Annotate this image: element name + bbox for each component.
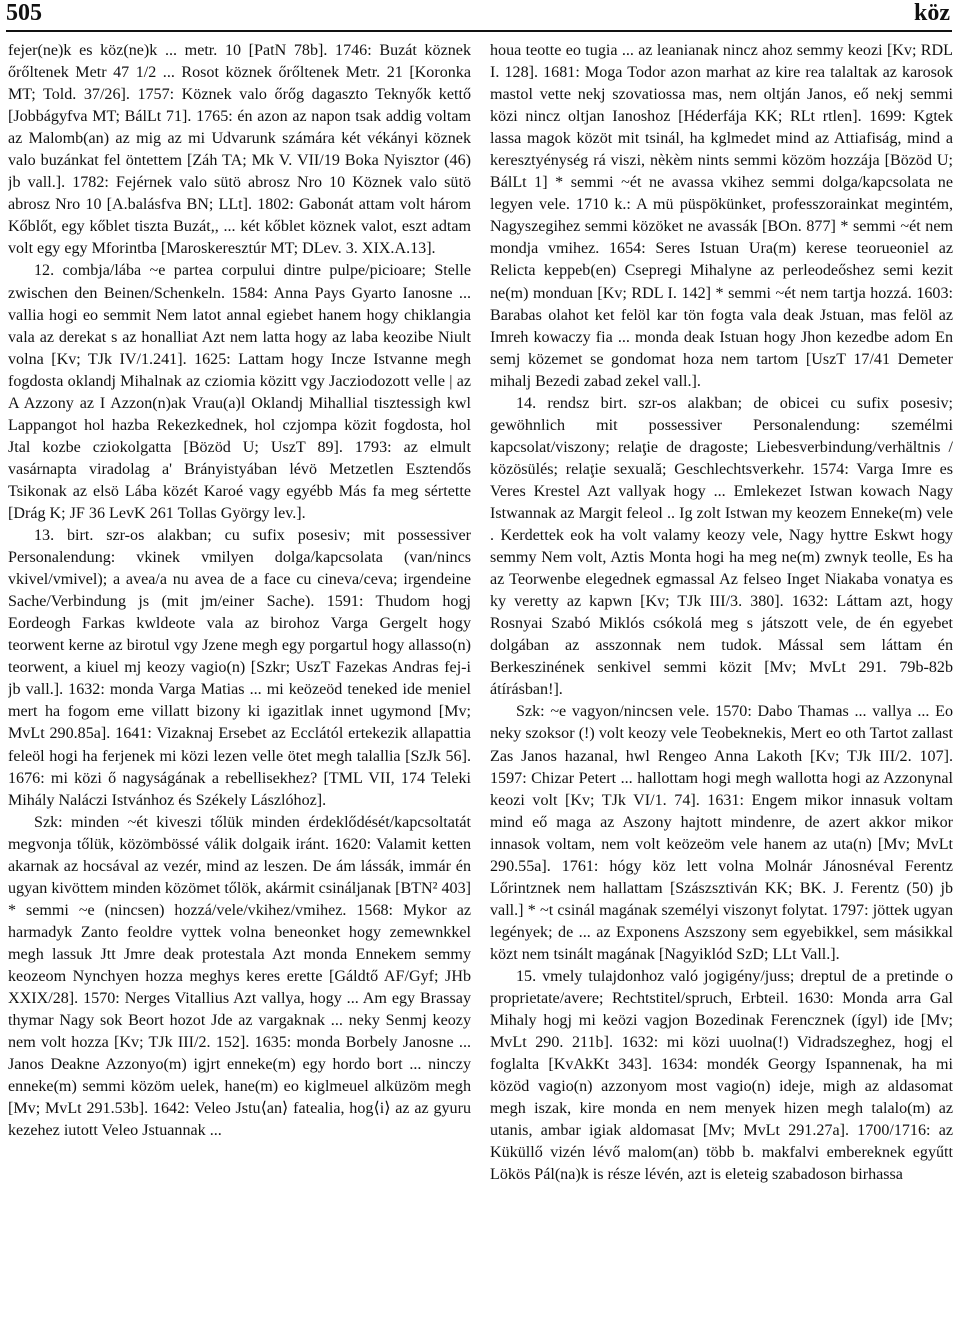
entry-paragraph: 15. vmely tulajdonhoz való jogigény/juss; dreptul de a pretinde o proprietate/avere; Rechtstitel/spruch, Erbteil. 1630: Monda arra Gal Mihaly hogj mi keözi vagjon Bozedinak Ferencznek (ígyl) ide [Mv; MvLt 290. 211b]. 1632: mi közi uuolna(!) Vidradszeghez, hogj el foglalta [KvAkKt 343]. 1634: mondék Georgy Ispannenak, ha mi közöd vagio(n) azzonyom most vagio(n) ideje, migh az aldasomat megh iszak, kire monda en nem menyek hizen megh talalo(m) az utanis, ambar igiak aldomasat [Mv; MvLt 291.27a]. 1700/1716: az Küküllő vizén lévő malom(an) több b. makfalvi embereknek egyűtt Lökös Pál(na)k is része lévén, azt is eleteig szabadoson birhassa bbox=[490, 967, 953, 1184]
left-column bbox=[8, 40, 471, 1325]
entry-paragraph: houa teotte eo tugia ... az leanianak nincz ahoz semmy keozi [Kv; RDL I. 128]. 1681: Moga Todor azon marhat az kire rea talaltak az karosok mastol vette nekj szovatiossa mas, nem oltján Janos, eő nekj semmi közi nincz oltjan Ianoshoz [Héderfája KK; RLt rtlen]. 1699: Kgtek lassa magok közöt mit tsinál, ha kglmedet mind az Attiafiság, mind a keresztyénység rá viszi, nèkèm nints semmi közöm hozzája [Bözöd U; BálLt 1] * semmi ~ét ne avassa vkihez semmi dolga/kapcsolata ne legyen vele. 1710 k.: A mü püspökünket, professzorainkat megintém, Nagyszegihez semmi közöket ne avassák [BOn. 877] * semmi ~ét nem mondja vmihez. 1654: Seres Istuan Ura(m) kerese teorueoniel az Relicta keppeb(en) Csepregi Mihalyne az perleodeőshez semi kezit ne(m) monduan [Kv; RDL I. 142] * semmi ~ét nem tartja hozzá. 1603: Barabas olahot ket felöl kar tön fogta vala deak Jstuan, mas felöl az Imreh kowaczy fia ... monda deak Istuan hogy Jhon kezedbe adom En semj közemet se gondomat hoza nem tartom [UszT 17/41 Demeter mihalj Bezedi zabad zekel vall.]. bbox=[490, 42, 953, 390]
header-rule bbox=[6, 30, 952, 32]
entry-paragraph: Szk: minden ~ét kiveszi tőlük minden érdeklődését/kapcsoltatát megvonja tőlük, közömbössé válik dolgaik iránt. 1620: Valamit ketten akarnak az hocsával az vezér, mind az leszen. De ám lássák, immár én ugyan kivöttem minden közömet tőlök, akármit csináljanak [BTN² 403] * semmi ~e (nincsen) hozzá/vele/vkihez/vmihez. 1568: Mykor az harmadyk Zanto feoldre vyttek volna beneonket hogy zemewnkkel megh lassuk Jtt Jmre deak protestala Azt monda Ennekem semmy keozeom Nynchyen hozza meghys keres erette [Gáldtő AF/Gyf; JHb XXIX/28]. 1570: Nerges Vitallius Azt vallya, hogy ... Am egy Brassay thymar Nagy sok Beort hozot Jde az vargaknak ... neky Senmj keozy nem volt hozza [Kv; TJk III/2. 152]. 1635: monda Borbely Janosne ... Janos Deakne Azzonyo(m) igjrt enneke(m) egy hordo bort ... ninczy enneke(m) semmi közöm uelek, hane(m) eo kiglmeuel alküzöm megh [Mv; MvLt 291.53b]. 1642: Veleo Jstu⟨an⟩ fatealia, hog⟨i⟩ az az gyuru kezehez iutott Veleo Jstuannak ... bbox=[8, 813, 471, 1140]
entry-paragraph: 14. rendsz birt. szr-os alakban; de obicei cu sufix posesiv; gewöhnlich mit possessiver Personalendung: személmi kapcsolat/viszony; relaţie de dragoste; Liebesverbindung/verhältnis / közösülés; relaţie sexuală; Geschlechtsverkehr. 1574: Varga Imre es Veres Krestel Azt vallyak hogy ... Emlekezet Istwan kowach Nagy Istwannak az Margit feleol .. Ig zolt Istwan my keozem Enneke(m) vele . Kerdettek eok ha volt valamy keozy vele, Nagy hyttre Eskwt hogy semmy Nem volt, Aztis Monta hogi ha meg ne(m) zwnyk teolle, Es ha az Teorwenbe elegednek egmassal Az felseo Inget Niakaba vonatya es ky veretty az kapwn [Kv; TJk III/3. 380]. 1632: Láttam azt, hogy Rosnyai Szabó Miklós csókolá meg s játszott vele, de én egyebet dolgában az asszonnak nem tudok. Mással sem láttam én Berkeszinének senkivel semmi közit [Mv; MvLt 291. 79b-82b átírásban!]. bbox=[490, 394, 953, 699]
entry-paragraph: Szk: ~e vagyon/nincsen vele. 1570: Dabo Thamas ... vallya ... Eo neky szoksor (!) volt keozy vele Teobeknekis, Mert eo oth Tartot zallast Zas Janos hazanal, hwl Rengeo Anna Lakoth [Kv; TJk III/2. 107]. 1597: Chizar Petert ... hallottam hogi megh wallotta hogi az Azzonynal keozi volt [Kv; TJk VI/1. 74]. 1631: Engem mikor innasuk voltam mind eő maga az Aszony hajtott mindenre, de azert akkor mikor innasok voltam, nem volt keözeöm vele hanem az uta(n) [Mv; MvLt 290.55a]. 1761: hógy köz lett volna Molnár Jánosnéval Ferentz Lőrintznek nem hallattam [Szászsztiván KK; BK. J. Ferentz (50) jb vall.] * ~t csinál magának személyi viszonyt folytat. 1797: jöttek ugyan legények; de ... az Exponens Aszszony sem egyebikkel, sem másikkal közt nem tsinált magának [Nagyiklód SzD; LLt Vall.]. bbox=[490, 703, 953, 963]
running-head-word: köz bbox=[914, 0, 950, 26]
running-header bbox=[0, 0, 960, 34]
right-column bbox=[490, 40, 953, 1325]
entry-paragraph: 12. combja/lába ~e partea corpului dintre pulpe/picioare; Stelle zwischen den Beinen/Schenkeln. 1584: Anna Pays Gyarto Ianosne ... vallia hogi eo semmit Nem latot annal egiebet hanem hogy chiklangia vala az derekat s az honalliat Azt nem latta hogy az laba keozibe Niult volna [Kv; TJk IV/1.241]. 1625: Lattam hogy Incze Istvanne megh fogdosta oklandj Mihalnak az cziomia közitt vgy Jacziodozott velle | az A Azzony az I Azzon(n)ak Vrau(a)l Oklandj Mihallial tisztessigh kwl Lappangot hol hazba Rekezkednek, hol czjompa közit fogdosta, hol Jtal kozbe cziokolgatta [Bözöd U; UszT 89]. 1793: az elmult vasárnapta viradolag a' Brányistyában lévö Metzetlen Esztendős Tsikonak az elsö Lába közét Karoé vagy egyébb Más fa meg sértette [Drág K; JF 36 LevK 261 Tollas György lev.]. bbox=[8, 262, 471, 522]
entry-paragraph: 13. birt. szr-os alakban; cu sufix posesiv; mit possessiver Personalendung: vkinek vmilyen dolga/kapcsolata (van/nincs vkivel/vmivel); a avea/a nu avea de a face cu cineva/ceva; irgendeine Sache/Verbindung js (mit jm/einer Sache). 1591: Thudom hogj Eordeogh Farkas kwldeote vala az birohoz Varga Gergelt hogy teorwent kerne az birotul vgy Jzene megh egy porgartul hogy allasso(n) teorwent, a kiuel mj keozy vagio(n) [Szkr; UszT Fazekas Andras fej-i jb vall.]. 1632: monda Varga Matias ... mi keözeöd teneked ide meniel mert ha fogom eme villatt bizony ki igazitlak innet ugymond [Mv; MvLt 290.85a]. 1641: Vizaknaj Ersebet az Ecclától ertekezik allapattia feleöl hogi ha ferjenek mi közi lezen velle ötet megh talallia [SzJk 56]. 1676: mi közi ő nagyságának a rebellisekhez? [TML VII, 174 Teleki Mihály Naláczi Istvánhoz és Székely Lászlóhoz]. bbox=[8, 527, 471, 809]
entry-paragraph: fejer(ne)k es köz(ne)k ... metr. 10 [PatN 78b]. 1746: Buzát köznek őrőltenek Metr 47 1/2 ... Rosot köznek őrőltenek Metr. 21 [Koronka MT; Told. 37/26]. 1757: Köznek valo őrőg dagaszto Teknyők kettő [Jobbágyfva MT; BálLt 71]. 1765: én azon az napon tsak addig voltam az Malomb(an) az mig az mi Udvarunk számára két vékányi köznek valo buzánkat fel öntettem [Záh TA; Mk V. VII/19 Boka Nyisztor (46) jb vall.]. 1782: Fejérnek valo sütö abrosz Nro 10 Köznek valo sütö abrosz Nro 10 [A.balásfva BN; LLt]. 1802: Gabonát attam volt három Kőblőt, egy kőblet tiszta Buzát,, ... két kőblet köznek valot, eszt adtam volt egy egy Mforintba [Maroskeresztúr MT; DLev. 3. XIX.A.13]. bbox=[8, 42, 471, 258]
page-number: 505 bbox=[6, 0, 42, 26]
